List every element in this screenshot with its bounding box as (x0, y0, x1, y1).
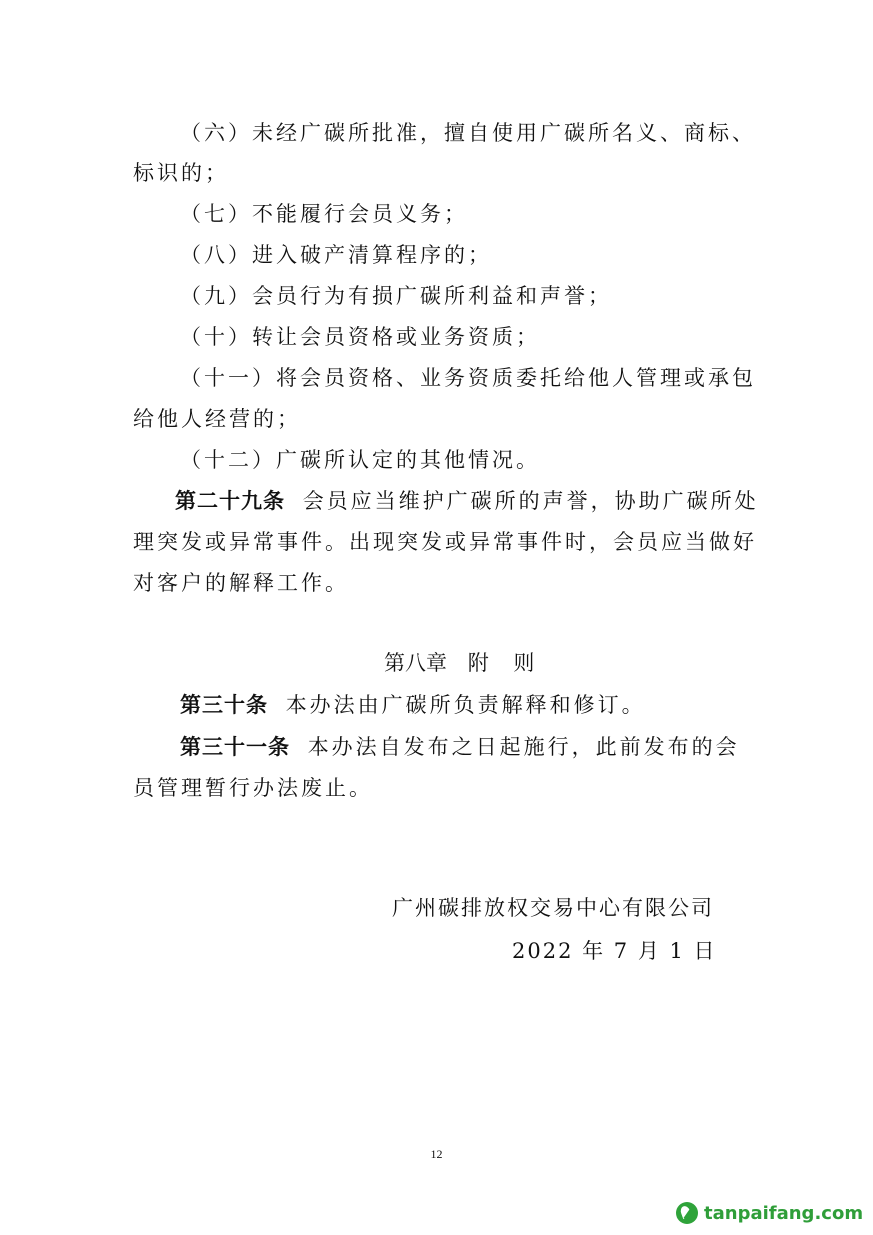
item-11-line-1: （十一）将会员资格、业务资质委托给他人管理或承包 (180, 366, 756, 390)
chapter-number: 第八章 (384, 651, 447, 675)
article-31-text-1: 本办法自发布之日起施行，此前发布的会 (307, 735, 740, 759)
article-30 (180, 690, 646, 720)
signature-organization: 广州碳排放权交易中心有限公司 (392, 896, 714, 920)
article-31-line-2: 员管理暂行办法废止。 (133, 776, 373, 800)
item-6-line-2: 标识的； (133, 161, 229, 185)
article-29-line-2: 理突发或异常事件。出现突发或异常事件时，会员应当做好 (133, 530, 757, 554)
item-8: （八）进入破产清算程序的； (180, 243, 492, 267)
chapter-title-part-2: 则 (513, 651, 535, 675)
article-30-text: 本办法由广碳所负责解释和修订。 (285, 693, 646, 717)
page-number: 12 (430, 1147, 443, 1161)
item-7: （七）不能履行会员义务； (180, 202, 468, 226)
article-30-title: 第三十条 (180, 693, 268, 717)
article-29-line-1 (175, 486, 759, 516)
chapter-title-part-1: 附 (467, 651, 489, 675)
article-29-title: 第二十九条 (175, 489, 285, 513)
item-9: （九）会员行为有损广碳所利益和声誉； (180, 284, 612, 308)
item-12: （十二）广碳所认定的其他情况。 (180, 448, 540, 472)
item-6-line-1: （六）未经广碳所批准，擅自使用广碳所名义、商标、 (180, 121, 756, 145)
signature-date: 2022 年 7 月 1 日 (512, 939, 717, 963)
article-31-line-1 (180, 732, 740, 762)
chapter-heading (384, 648, 548, 678)
article-31-title: 第三十一条 (180, 735, 290, 759)
article-29-line-3: 对客户的解释工作。 (133, 571, 349, 595)
item-11-line-2: 给他人经营的； (133, 407, 301, 431)
item-10: （十）转让会员资格或业务资质； (180, 325, 540, 349)
leaf-logo-icon (676, 1202, 698, 1224)
watermark-text: tanpaifang.com (704, 1202, 864, 1224)
article-29-text-1: 会员应当维护广碳所的声誉，协助广碳所处 (302, 489, 759, 513)
watermark[interactable] (676, 1202, 863, 1224)
